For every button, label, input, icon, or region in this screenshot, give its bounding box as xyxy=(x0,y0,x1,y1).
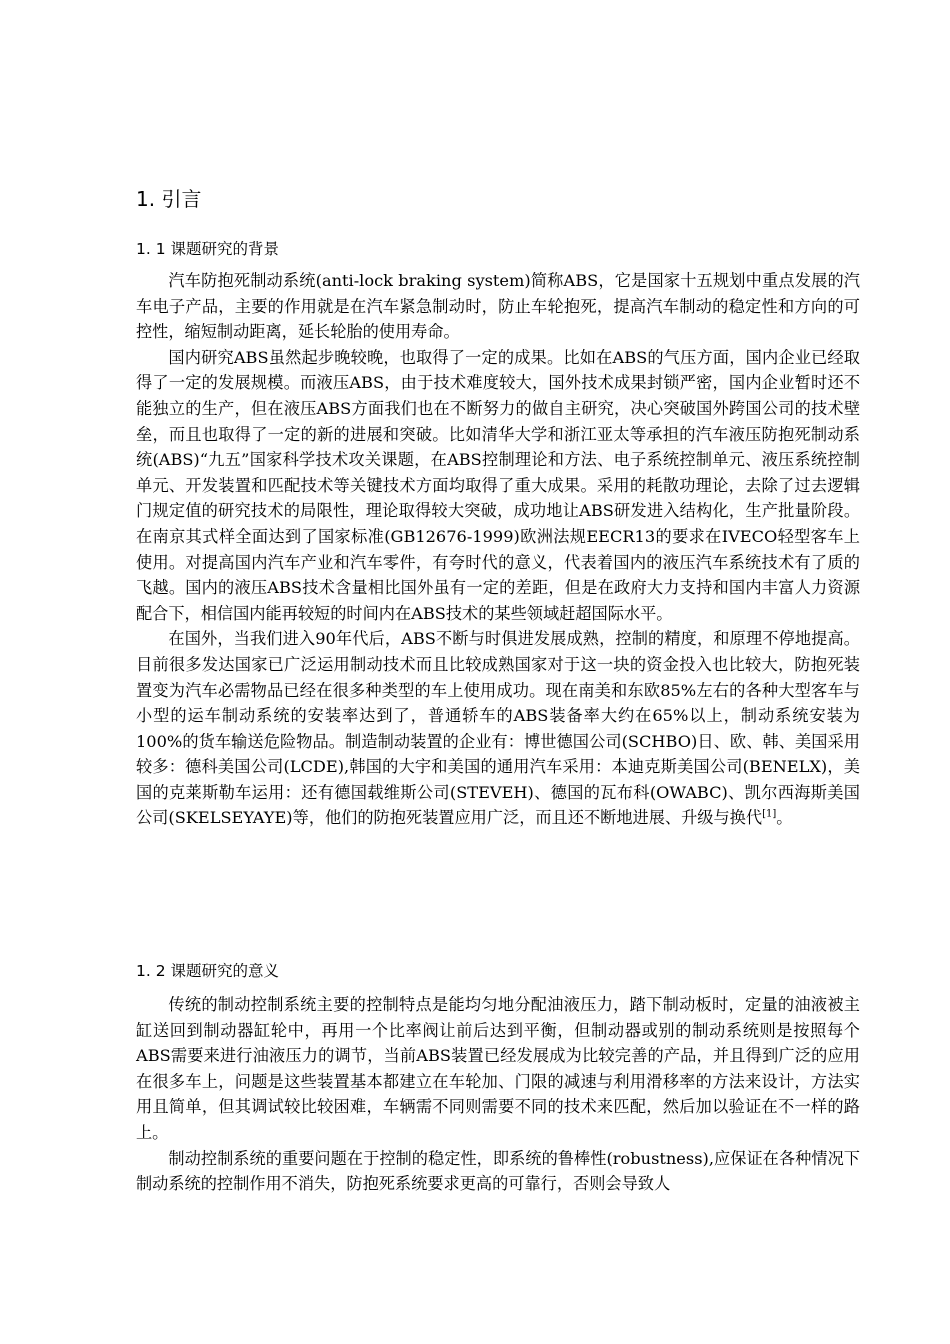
paragraph: 国内研究ABS虽然起步晚较晚，也取得了一定的成果。比如在ABS的气压方面，国内企业已经取得了一定的发展规模。而液压ABS，由于技术难度较大，国外技术成果封锁严密，国内企业暂时还不能独立的生产，但在液压ABS方面我们也在不断努力的做自主研究，决心突破国外跨国公司的技术壁垒，而且也取得了一定的新的进展和突破。比如清华大学和浙江亚太等承担的汽车液压防抱死制动系统(ABS)“九五”国家科学技术攻关课题，在ABS控制理论和方法、电子系统控制单元、液压系统控制单元、开发装置和匹配技术等关键技术方面均取得了重大成果。采用的耗散功理论，去除了过去逻辑门规定值的研究技术的局限性，理论取得较大突破，成功地让ABS研发进入结构化，生产批量阶段。在南京其式样全面达到了国家标准(GB12676-1999)欧洲法规EECR13的要求在IVECO轻型客车上使用。对提高国内汽车产业和汽车零件，有夸时代的意义，代表着国内的液压汽车系统技术有了质的飞越。国内的液压ABS技术含量相比国外虽有一定的差距，但是在政府大力支持和国内丰富人力资源配合下，相信国内能再较短的时间内在ABS技术的某些领域赶超国际水平。 xyxy=(136,347,860,623)
paragraph xyxy=(136,626,860,831)
paragraph: 汽车防抱死制动系统(anti-lock braking system)简称ABS，它是国家十五规划中重点发展的汽车电子产品，主要的作用就是在汽车紧急制动时，防止车轮抱死，提高汽车制动的稳定性和方向的可控性，缩短制动距离，延长轮胎的使用寿命。 xyxy=(136,271,860,342)
paragraph: 传统的制动控制系统主要的控制特点是能均匀地分配油液压力，踏下制动板时，定量的油液被主缸送回到制动器缸轮中，再用一个比率阀让前后达到平衡，但制动器或别的制动系统则是按照每个ABS需要来进行油液压力的调节，当前ABS装置已经发展成为比较完善的产品，并且得到广泛的应用在很多车上，问题是这些装置基本都建立在车轮加、门限的减速与利用滑移率的方法来设计，方法实用且简单，但其调试较比较困难，车辆需不同则需要不同的技术来匹配，然后加以验证在不一样的路上。 xyxy=(136,995,860,1142)
section-heading-background: 1. 1 课题研究的背景 xyxy=(136,240,280,258)
section-body-background xyxy=(136,268,860,831)
chapter-heading: 1. 引言 xyxy=(136,187,202,211)
paragraph-tail: 。 xyxy=(776,808,793,828)
section-heading-significance: 1. 2 课题研究的意义 xyxy=(136,962,280,980)
paragraph: 制动控制系统的重要问题在于控制的稳定性，即系统的鲁棒性(robustness),应保证在各种情况下制动系统的控制作用不消失，防抱死系统要求更高的可靠行，否则会导致人 xyxy=(136,1148,860,1194)
citation-marker: [1] xyxy=(762,809,777,821)
paragraph-text: 在国外，当我们进入90年代后，ABS不断与时俱进发展成熟，控制的精度，和原理不停地提高。目前很多发达国家已广泛运用制动技术而且比较成熟国家对于这一块的资金投入也比较大，防抱死装置变为汽车必需物品已经在很多种类型的车上使用成功。现在南美和东欧85%左右的各种大型客车与小型的运车制动系统的安装率达到了，普通轿车的ABS装备率大约在65%以上，制动系统安装为100%的货车输送危险物品。制造制动装置的企业有：博世德国公司(SCHBO)日、欧、韩、美国采用较多：德科美国公司(LCDE),韩国的大宇和美国的通用汽车采用：本迪克斯美国公司(BENELX)，美国的克莱斯勒车运用：还有德国载维斯公司(STEVEH)、德国的瓦布科(OWABC)、凯尔西海斯美国公司(SKELSEYAYE)等，他们的防抱死装置应用广泛，而且还不断地进展、升级与换代 xyxy=(136,629,860,828)
section-body-significance xyxy=(136,992,860,1197)
